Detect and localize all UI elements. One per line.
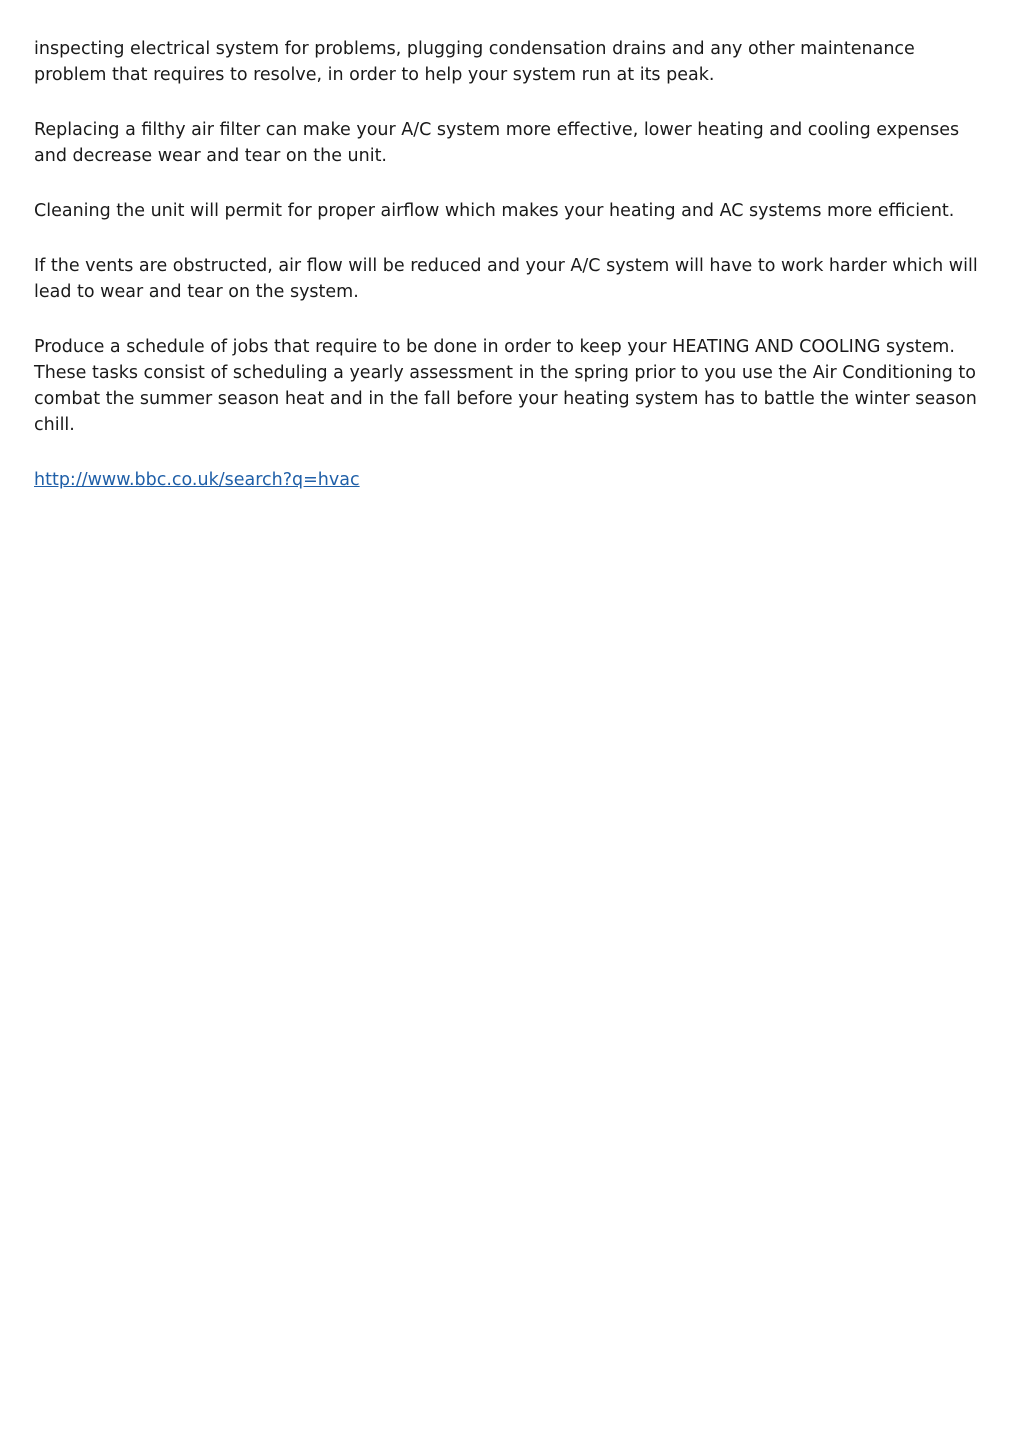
link-paragraph bbox=[34, 467, 990, 493]
paragraph-schedule: Produce a schedule of jobs that require to be done in order to keep your HEATING AND COOLING system. These tasks consist of scheduling a yearly assessment in the spring prior to you use the Air Conditioning to combat the summer season heat and in the fall before your heating system has to battle the winter season chill. bbox=[34, 337, 977, 435]
paragraph-vents: If the vents are obstructed, air flow will be reduced and your A/C system will have to work harder which will lead to wear and tear on the system. bbox=[34, 256, 978, 302]
paragraph-air-filter: Replacing a filthy air filter can make your A/C system more effective, lower heating and cooling expenses and decrease wear and tear on the unit. bbox=[34, 120, 960, 166]
document-page bbox=[34, 36, 990, 522]
paragraph-cleaning-unit: Cleaning the unit will permit for proper airflow which makes your heating and AC systems more efficient. bbox=[34, 201, 955, 221]
bbc-search-link[interactable]: http://www.bbc.co.uk/search?q=hvac bbox=[34, 470, 360, 490]
paragraph-maintenance-intro: inspecting electrical system for problems, plugging condensation drains and any other maintenance problem that requires to resolve, in order to help your system run at its peak. bbox=[34, 39, 915, 85]
